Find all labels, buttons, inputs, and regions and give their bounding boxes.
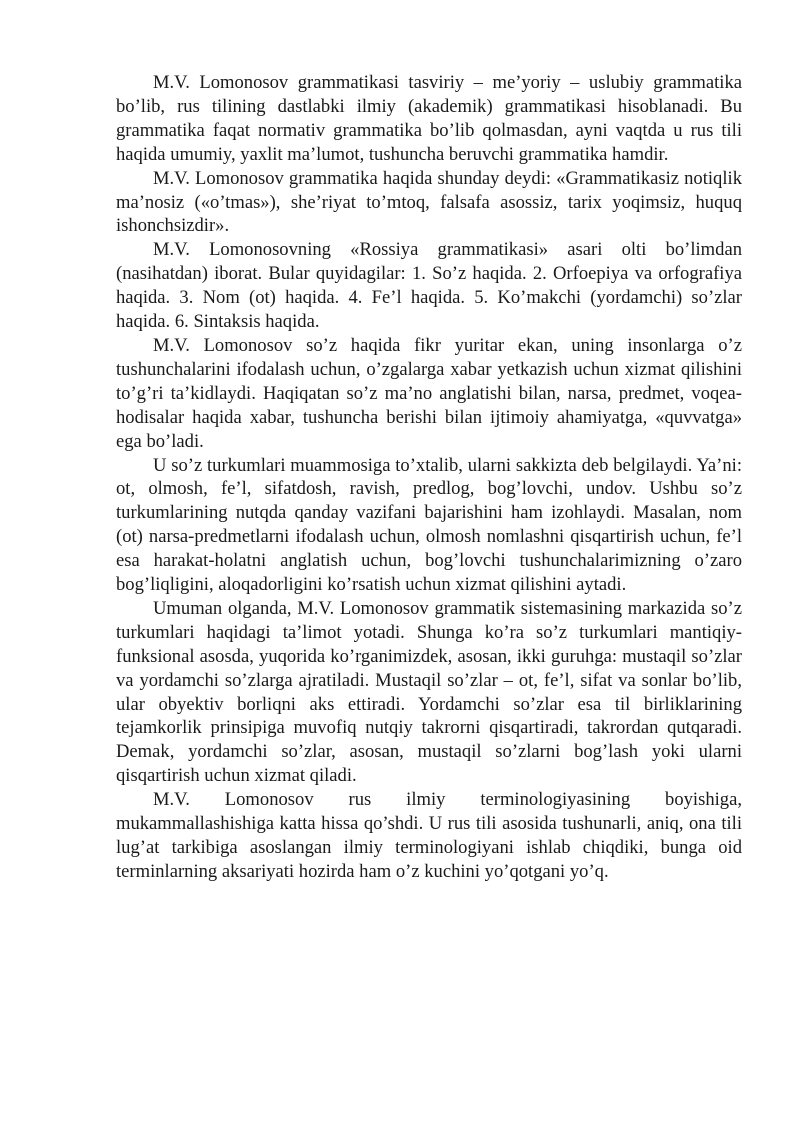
paragraph-6: Umuman olganda, M.V. Lomonosov grammatik sistemasining markazida so’z turkumlari haqidagi ta’limot yotadi. Shunga ko’ra so’z turkumlari mantiqiy-funksional asosda, yuqorida ko’rganimizdek, asosan, ikki guruhga: mustaqil so’zlar va yordamchi so’zlarga ajratiladi. Mustaqil so’zlar – ot, fe’l, sifat va sonlar bo’lib, ular obyektiv borliqni aks ettiradi. Yordamchi so’zlar esa til birliklarining tejamkorlik prinsipiga muvofiq nutqiy takrorni qisqartiradi, takrordan qutqaradi. Demak, yordamchi so’zlar, asosan, mustaqil so’zlarni bog’lash yoki ularni qisqartirish uchun xizmat qiladi. (116, 597, 742, 787)
paragraph-1: M.V. Lomonosov grammatikasi tasviriy – me’yoriy – uslubiy grammatika bo’lib, rus tilining dastlabki ilmiy (akademik) grammatikasi hisoblanadi. Bu grammatika faqat normativ grammatika bo’lib qolmasdan, ayni vaqtda u rus tili haqida umumiy, yaxlit ma’lumot, tushuncha beruvchi grammatika hamdir. (116, 72, 742, 165)
paragraph-2: M.V. Lomonosov grammatika haqida shunday deydi: «Grammatikasiz notiqlik ma’nosiz («o’tmas»), she’riyat to’mtoq, falsafa asossiz, tarix yoqimsiz, huquq ishonchsizdir». (116, 167, 742, 237)
paragraph-7: M.V. Lomonosov rus ilmiy terminologiyasining boyishiga, mukammallashishiga katta hissa qo’shdi. U rus tili asosida tushunarli, aniq, ona tili lug’at tarkibiga asoslangan ilmiy terminologiyani ishlab chiqdiki, bunga oid terminlarning aksariyati hozirda ham o’z kuchini yo’qotgani yo’q. (116, 789, 742, 882)
document-page (116, 71, 742, 884)
paragraph-4: M.V. Lomonosov so’z haqida fikr yuritar ekan, uning insonlarga o’z tushunchalarini ifodalash uchun, o’zgalarga xabar yetkazish uchun xizmat qilishini to’g’ri ta’kidlaydi. Haqiqatan so’z ma’no anglatishi bilan, narsa, predmet, voqea-hodisalar haqida xabar, tushuncha berishi bilan ijtimoiy ahamiyatga, «quvvatga» ega bo’ladi. (116, 334, 742, 452)
paragraph-5: U so’z turkumlari muammosiga to’xtalib, ularni sakkizta deb belgilaydi. Ya’ni: ot, olmosh, fe’l, sifatdosh, ravish, predlog, bog’lovchi, undov. Ushbu so’z turkumlarining nutqda qanday vazifani bajarishini ham izohlaydi. Masalan, nom (ot) narsa-predmetlarni ifodalash uchun, olmosh nomlashni qisqartirish uchun, fe’l esa harakat-holatni anglatish uchun, bog’lovchi tushunchalarimizning o’zaro bog’liqligini, aloqadorligini ko’rsatish uchun xizmat qilishini aytadi. (116, 454, 742, 596)
paragraph-3: M.V. Lomonosovning «Rossiya grammatikasi» asari olti bo’limdan (nasihatdan) iborat. Bular quyidagilar: 1. So’z haqida. 2. Orfoepiya va orfografiya haqida. 3. Nom (ot) haqida. 4. Fe’l haqida. 5. Ko’makchi (yordamchi) so’zlar haqida. 6. Sintaksis haqida. (116, 239, 742, 333)
